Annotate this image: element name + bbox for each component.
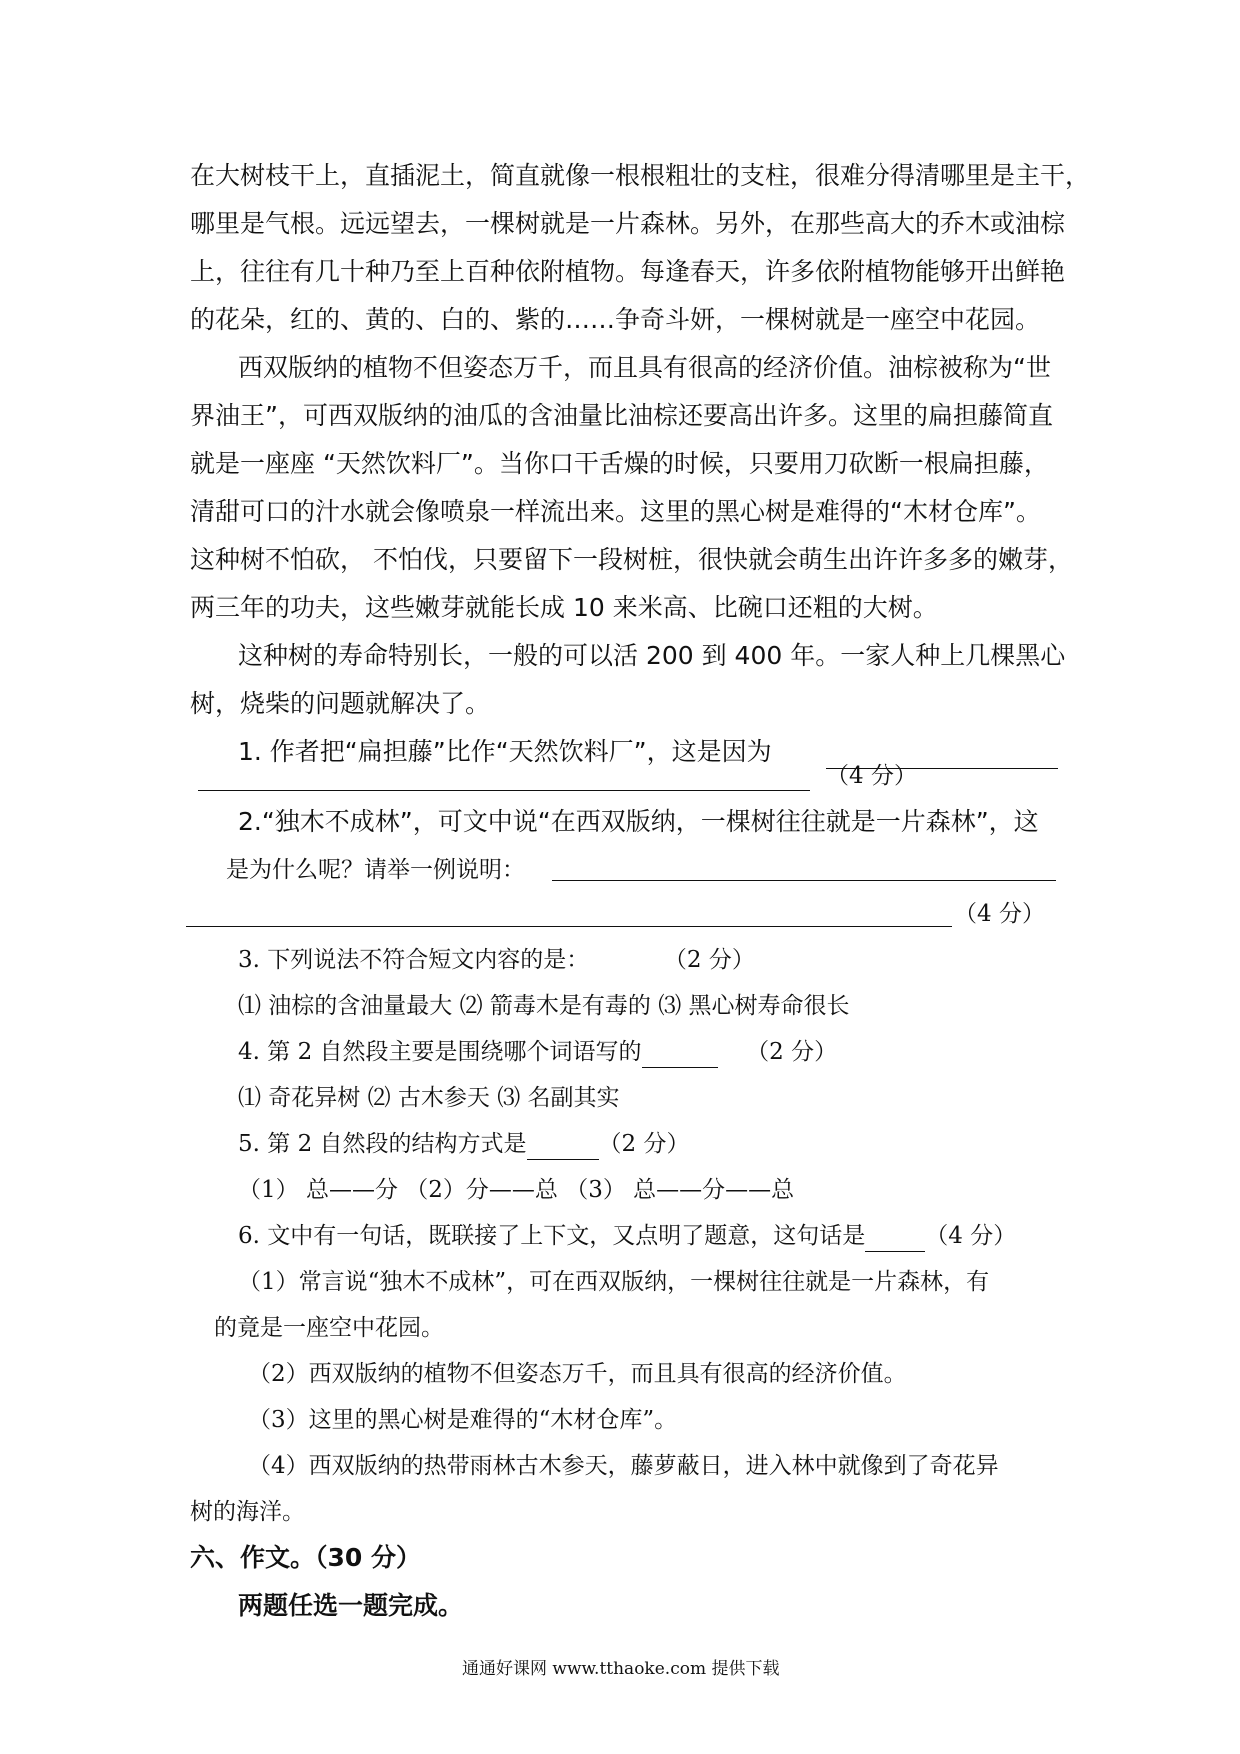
- question-4-options: ⑴ 奇花异树 ⑵ 古木参天 ⑶ 名副其实: [238, 1085, 620, 1111]
- question-1-text: 1. 作者把“扁担藤”比作“天然饮料厂”，这是因为: [238, 737, 772, 766]
- question-6: [238, 1220, 1016, 1252]
- passage-line: 这种树不怕砍， 不怕伐，只要留下一段树桩，很快就会萌生出许许多多的嫩芽，: [190, 545, 1073, 574]
- passage-line: 就是一座座 “天然饮料厂”。当你口干舌燥的时候，只要用刀砍断一根扁担藤，: [190, 449, 1049, 478]
- passage-line: 哪里是气根。远远望去，一棵树就是一片森林。另外，在那些高大的乔木或油棕: [190, 209, 1066, 238]
- passage-line: 界油王”，可西双版纳的油瓜的含油量比油棕还要高出许多。这里的扁担藤简直: [190, 401, 1053, 430]
- passage-line: 的花朵，红的、黄的、白的、紫的……争奇斗妍，一棵树就是一座空中花园。: [190, 305, 1041, 334]
- question-2-line1: 2.“独木不成林”，可文中说“在西双版纳，一棵树往往就是一片森林”，这: [238, 807, 1039, 836]
- question-6-option-1: （1）常言说“独木不成林”，可在西双版纳，一棵树往往就是一片森林，有: [238, 1269, 990, 1295]
- passage-line: 西双版纳的植物不但姿态万千，而且具有很高的经济价值。油棕被称为“世: [238, 353, 1051, 382]
- passage-line: 树，烧柴的问题就解决了。: [190, 689, 491, 718]
- question-3-options: ⑴ 油棕的含油量最大 ⑵ 箭毒木是有毒的 ⑶ 黑心树寿命很长: [238, 993, 850, 1019]
- question-1: [238, 736, 772, 768]
- answer-blank: [642, 1041, 718, 1068]
- answer-line: [198, 790, 810, 791]
- answer-line: [552, 880, 1056, 881]
- passage-line: 这种树的寿命特别长，一般的可以活 200 到 400 年。一家人种上几棵黑心: [238, 641, 1066, 670]
- question-6-option-3: （3）这里的黑心树是难得的“木材仓库”。: [248, 1407, 678, 1433]
- question-4: [238, 1036, 837, 1068]
- question-2-line2: 是为什么呢？请举一例说明：: [226, 857, 525, 883]
- passage-line: 上，往往有几十种乃至上百种依附植物。每逢春天，许多依附植物能够开出鲜艳: [190, 257, 1066, 286]
- question-5: [238, 1128, 689, 1160]
- question-6-option-2: （2）西双版纳的植物不但姿态万千，而且具有很高的经济价值。: [248, 1361, 907, 1387]
- question-4-text: 4. 第 2 自然段主要是围绕哪个词语写的: [238, 1039, 642, 1065]
- question-2-score: （4 分）: [954, 901, 1045, 927]
- answer-blank: [865, 1225, 925, 1252]
- question-5-score: （2 分）: [598, 1131, 690, 1157]
- question-6-option-1-cont: 的竟是一座空中花园。: [214, 1315, 444, 1341]
- page-footer: 通通好课网 www.tthaoke.com 提供下载: [462, 1659, 780, 1679]
- question-5-options: （1） 总——分 （2）分——总 （3） 总——分——总: [238, 1177, 795, 1203]
- answer-line: [186, 926, 952, 927]
- section-heading: 六、作文。（30 分）: [190, 1543, 421, 1572]
- answer-blank: [527, 1133, 599, 1160]
- question-1-score: （4 分）: [826, 763, 917, 789]
- question-5-text: 5. 第 2 自然段的结构方式是: [238, 1131, 527, 1157]
- question-6-option-4-cont: 树的海洋。: [190, 1499, 305, 1525]
- question-6-option-4: （4）西双版纳的热带雨林古木参天，藤萝蔽日，进入林中就像到了奇花异: [248, 1453, 999, 1479]
- question-3: [238, 944, 755, 976]
- question-3-score: （2 分）: [663, 947, 755, 973]
- passage-line: 两三年的功夫，这些嫩芽就能长成 10 来米高、比碗口还粗的大树。: [190, 593, 938, 622]
- question-4-score: （2 分）: [746, 1039, 838, 1065]
- passage-line: 清甜可口的汁水就会像喷泉一样流出来。这里的黑心树是难得的“木材仓库”。: [190, 497, 1041, 526]
- question-6-text: 6. 文中有一句话，既联接了上下文，又点明了题意，这句话是: [238, 1223, 866, 1249]
- section-instruction: 两题任选一题完成。: [238, 1591, 464, 1620]
- question-6-score: （4 分）: [925, 1223, 1017, 1249]
- passage-line: 在大树枝干上，直插泥土，简直就像一根根粗壮的支柱，很难分得清哪里是主干，: [190, 161, 1091, 190]
- question-3-text: 3. 下列说法不符合短文内容的是：: [238, 947, 590, 973]
